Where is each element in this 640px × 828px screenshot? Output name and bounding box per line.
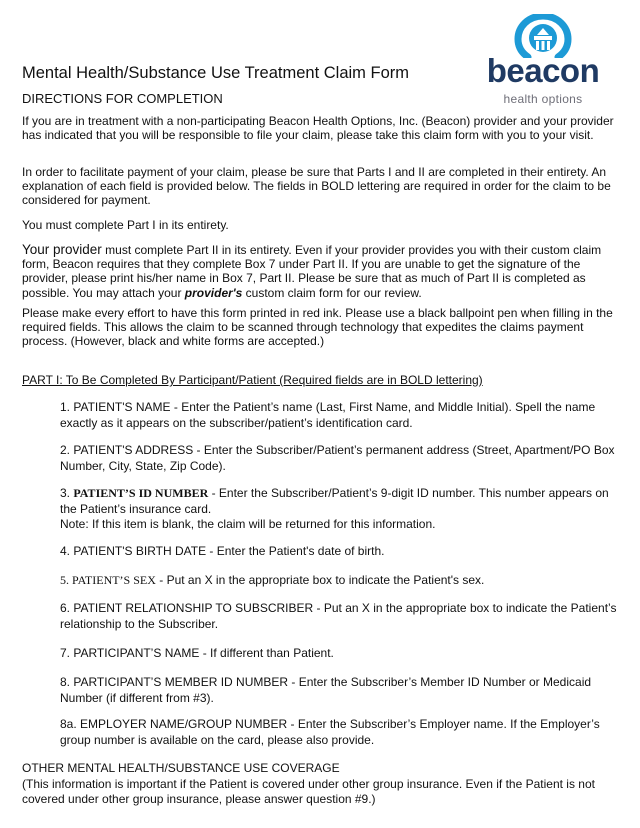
item-birth-date: 4. PATIENT'S BIRTH DATE - Enter the Patient's date of birth.	[60, 544, 385, 558]
provider-text-after: custom claim form for our review.	[242, 285, 422, 300]
beacon-logo	[484, 12, 604, 110]
provider-lead: Your provider	[22, 242, 102, 257]
part1-requirement-paragraph: You must complete Part I in its entirety.	[22, 218, 229, 232]
item-patient-name: 1. PATIENT'S NAME - Enter the Patient’s name (Last, First Name, and Middle Initial). Spell the name exactly as it appears on the subscriber/patient’s identification card.	[60, 400, 596, 430]
form-title: Mental Health/Substance Use Treatment Claim Form	[22, 64, 409, 82]
item-patient-id-note: Note: If this item is blank, the claim will be returned for this information.	[60, 517, 436, 531]
directions-heading: DIRECTIONS FOR COMPLETION	[22, 91, 223, 106]
item-patient-id-prefix: 3.	[60, 486, 74, 500]
payment-paragraph: In order to facilitate payment of your claim, please be sure that Parts I and II are completed in their entirety. An explanation of each field is provided below. The fields in BOLD lettering are required in order for the claim to be considered for payment.	[22, 165, 611, 208]
other-coverage-paragraph: (This information is important if the Patient is covered under other group insurance. Even if the Patient is not covered under other group insurance, please answer question #9.)	[22, 777, 595, 806]
item-patient-id-text: - Enter the Subscriber/Patient’s 9-digit ID number. This number appears on the Patient’s insurance card.	[60, 486, 609, 516]
item-relationship: 6. PATIENT RELATIONSHIP TO SUBSCRIBER - Put an X in the appropriate box to indicate the Patient’s relationship to the Subscriber.	[60, 601, 617, 631]
intro-paragraph: If you are in treatment with a non-participating Beacon Health Options, Inc. (Beacon) provider and your provider has indicated that you will be responsible to file your claim, please take this claim form with you to your visit.	[22, 114, 614, 143]
item-member-id: 8. PARTICIPANT’S MEMBER ID NUMBER - Enter the Subscriber’s Member ID Number or Medicaid Number (if different from #3).	[60, 675, 592, 705]
item-patient-id-label: PATIENT’S ID NUMBER	[73, 486, 209, 500]
provider-paragraph	[22, 243, 618, 300]
item-patient-sex	[60, 573, 620, 589]
provider-text-before: must complete Part II in its entirety. Even if your provider provides you with their custom claim form, Beacon requires that they complete Box 7 under Part II. If you are unable to get the signature of the provider, please print his/her name in Box 7, Part II. Please be sure that as much of Part II is completed as possible. You may attach your	[22, 243, 602, 300]
item-patient-id	[60, 486, 620, 533]
logo-wordmark: beacon	[486, 52, 600, 89]
item-patient-address: 2. PATIENT'S ADDRESS - Enter the Subscriber/Patient’s permanent address (Street, Apartment/PO Box Number, City, State, Zip Code).	[60, 443, 615, 473]
ink-paragraph: Please make every effort to have this form printed in red ink. Please use a black ballpoint pen when filling in the required fields. This allows the claim to be scanned through technology that expedites the claims payment process. (However, black and white forms are accepted.)	[22, 306, 613, 349]
item-participant-name: 7. PARTICIPANT’S NAME - If different than Patient.	[60, 646, 334, 660]
item-patient-sex-text: - Put an X in the appropriate box to indicate the Patient's sex.	[155, 573, 485, 587]
provider-emphasis: provider's	[184, 285, 243, 300]
part1-heading: PART I: To Be Completed By Participant/Patient (Required fields are in BOLD lettering)	[22, 373, 483, 387]
item-employer: 8a. EMPLOYER NAME/GROUP NUMBER - Enter the Subscriber’s Employer name. If the Employer’s group number is available on the card, please also provide.	[60, 717, 600, 747]
logo-tagline: health options	[503, 92, 583, 106]
other-coverage-heading: OTHER MENTAL HEALTH/SUBSTANCE USE COVERAGE	[22, 761, 340, 775]
item-patient-sex-label: 5. PATIENT’S SEX	[60, 573, 156, 587]
